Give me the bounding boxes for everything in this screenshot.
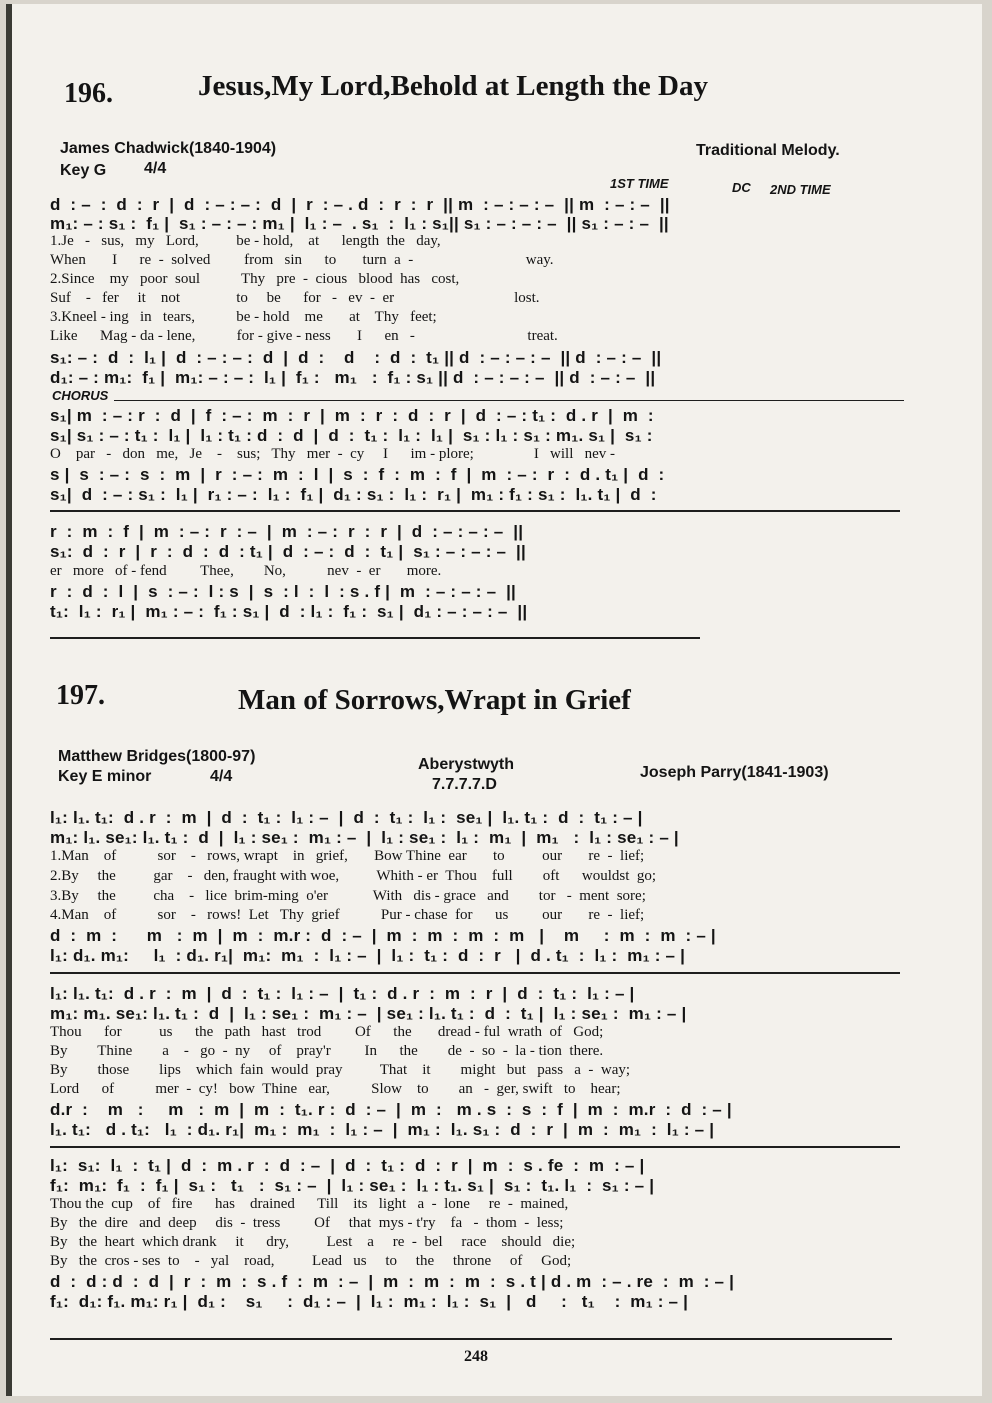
hymnal-page xyxy=(6,4,982,1396)
solfa-line: f₁: d₁: f₁. m₁: r₁ | d₁ : s₁ : d₁ : – | l₁ : m₁ : l₁ : s₁ | d : t₁ : m₁ : – | xyxy=(50,1292,689,1311)
solfa-line: s₁| d : – : s₁ : l₁ | r₁ : – : l₁ : f₁ | d₁ : s₁ : l₁ : r₁ | m₁ : f₁ : s₁ : l₁. t₁ | d : xyxy=(50,485,657,504)
system-rule xyxy=(50,1146,900,1148)
solfa-line: s₁| m : – : r : d | f : – : m : r | m : r : d : r | d : – : t₁ : d . r | m : xyxy=(50,406,654,425)
lyric-line: Like Mag - da - lene, for - give - ness I en - treat. xyxy=(50,328,558,344)
solfa-line: l₁: l₁. t₁: d . r : m | d : t₁ : l₁ : – | t₁ : d . r : m : r | d : t₁ : l₁ : – | xyxy=(50,984,635,1003)
solfa-line: d : – : d : r | d : – : – : d | r : – . d : r : r || m : – : – : – || m : – : – || xyxy=(50,195,670,214)
lyric-line: By the cros - ses to - yal road, Lead us to the throne of God; xyxy=(50,1253,572,1269)
chorus-rule xyxy=(114,400,904,401)
lyric-line: 1.Man of sor - rows, wrapt in grief, Bow Thine ear to our re - lief; xyxy=(50,848,645,864)
solfa-line: l₁: l₁. t₁: d . r : m | d : t₁ : l₁ : – | d : t₁ : l₁ : se₁ | l₁. t₁ : d : t₁ : – | xyxy=(50,808,643,827)
tune-name: Aberystwyth xyxy=(418,756,515,773)
lyric-line: Lord of mer - cy! bow Thine ear, Slow to an - ger, swift to hear; xyxy=(50,1081,621,1097)
first-time-label: 1ST TIME xyxy=(610,176,669,191)
solfa-line: l₁: s₁: l₁ : t₁ | d : m . r : d : – | d : t₁ : d : r | m : s . fe : m : – | xyxy=(50,1156,645,1175)
solfa-line: d.r : m : m : m | m : t₁. r : d : – | m : m . s : s : f | m : m.r : d : – | xyxy=(50,1100,732,1119)
time-signature: 4/4 xyxy=(144,160,167,177)
composer: Joseph Parry(1841-1903) xyxy=(640,764,829,781)
author: Matthew Bridges(1800-97) xyxy=(58,748,256,765)
meter: 7.7.7.7.D xyxy=(432,776,497,793)
lyric-line: O par - don me, Je - sus; Thy mer - cy I im - plore; I will nev - xyxy=(50,446,616,462)
solfa-line: s₁: d : r | r : d : d : t₁ | d : – : d : t₁ | s₁ : – : – : – || xyxy=(50,542,526,561)
lyric-line: Thou the cup of fire has drained Till its light a - lone re - mained, xyxy=(50,1196,569,1212)
system-rule xyxy=(50,972,900,974)
lyric-line: Suf - fer it not to be for - ev - er lost. xyxy=(50,290,540,306)
solfa-line: r : d : l | s : – : l : s | s : l : l : s . f | m : – : – : – || xyxy=(50,582,516,601)
system-rule xyxy=(50,510,900,512)
lyric-line: er more of - fend Thee, No, nev - er more. xyxy=(50,563,442,579)
lyric-line: 1.Je - sus, my Lord, be - hold, at length the day, xyxy=(50,233,441,249)
lyric-line: By the heart which drank it dry, Lest a re - bel race should die; xyxy=(50,1234,576,1250)
solfa-line: d₁: – : m₁: f₁ | m₁: – : – : l₁ | f₁ : m₁ : f₁ : s₁ || d : – : – : – || d : – : – || xyxy=(50,368,656,387)
solfa-line: s₁| s₁ : – : t₁ : l₁ | l₁ : t₁ : d : d | d : t₁ : l₁ : l₁ | s₁ : l₁ : s₁ : m₁. s₁ | s₁ : xyxy=(50,426,653,445)
solfa-line: s | s : – : s : m | r : – : m : l | s : f : m : f | m : – : r : d . t₁ | d : xyxy=(50,465,665,484)
chorus-label: CHORUS xyxy=(52,388,109,403)
lyric-line: When I re - solved from sin to turn a - way. xyxy=(50,252,554,268)
hymn-title: Man of Sorrows,Wrapt in Grief xyxy=(238,684,631,716)
hymn-end-rule xyxy=(50,637,700,639)
lyric-line: Thou for us the path hast trod Of the dread - ful wrath of God; xyxy=(50,1024,604,1040)
author: James Chadwick(1840-1904) xyxy=(60,140,277,157)
lyric-line: 3.Kneel - ing in tears, be - hold me at Thy feet; xyxy=(50,309,437,325)
solfa-line: f₁: m₁: f₁ : f₁ | s₁ : t₁ : s₁ : – | l₁ : se₁ : l₁ : t₁. s₁ | s₁ : t₁. l₁ : s₁ : – | xyxy=(50,1176,655,1195)
solfa-line: t₁: l₁ : r₁ | m₁ : – : f₁ : s₁ | d : l₁ : f₁ : s₁ | d₁ : – : – : – || xyxy=(50,602,528,621)
dc-label: DC xyxy=(732,180,751,195)
lyric-line: 3.By the cha - lice brim-ming o'er With dis - grace and tor - ment sore; xyxy=(50,888,646,904)
solfa-line: d : m : m : m | m : m.r : d : – | m : m : m : m | m : m : m : – | xyxy=(50,926,716,945)
hymn-number: 197. xyxy=(56,680,105,711)
hymn-number: 196. xyxy=(64,78,113,109)
solfa-line: l₁. t₁: d . t₁: l₁ : d₁. r₁| m₁ : m₁ : l₁ : – | m₁ : l₁. s₁ : d : r | m : m₁ : l₁ : – | xyxy=(50,1120,715,1139)
solfa-line: m₁: l₁. se₁: l₁. t₁ : d | l₁ : se₁ : m₁ : – | l₁ : se₁ : l₁ : m₁ | m₁ : l₁ : se₁ : – | xyxy=(50,828,679,847)
page-bottom-rule xyxy=(50,1338,892,1340)
lyric-line: By the dire and deep dis - tress Of that mys - t'ry fa - thom - less; xyxy=(50,1215,564,1231)
solfa-line: m₁: – : s₁ : f₁ | s₁ : – : – : m₁ | l₁ : – . s₁ : l₁ : s₁|| s₁ : – : – : – || s₁ : – : – || xyxy=(50,214,669,233)
lyric-line: 4.Man of sor - rows! Let Thy grief Pur - chase for us our re - lief; xyxy=(50,907,645,923)
lyric-line: By those lips which fain would pray That it might but pass a - way; xyxy=(50,1062,631,1078)
key-signature: Key G xyxy=(60,162,107,179)
hymn-title: Jesus,My Lord,Behold at Length the Day xyxy=(198,70,708,102)
lyric-line: By Thine a - go - ny of pray'r In the de - so - la - tion there. xyxy=(50,1043,604,1059)
page-number: 248 xyxy=(464,1348,488,1365)
tune-name: Traditional Melody. xyxy=(696,142,840,159)
lyric-line: 2.Since my poor soul Thy pre - cious blood has cost, xyxy=(50,271,460,287)
solfa-line: l₁: d₁. m₁: l₁ : d₁. r₁| m₁: m₁ : l₁ : – | l₁ : t₁ : d : r | d . t₁ : l₁ : m₁ : – | xyxy=(50,946,686,965)
solfa-line: m₁: m₁. se₁: l₁. t₁ : d | l₁ : se₁ : m₁ : – | se₁ : l₁. t₁ : d : t₁ | l₁ : se₁ : m₁ : – | xyxy=(50,1004,687,1023)
solfa-line: r : m : f | m : – : r : – | m : – : r : r | d : – : – : – || xyxy=(50,522,524,541)
second-time-label: 2ND TIME xyxy=(770,182,831,197)
key-signature: Key E minor xyxy=(58,768,152,785)
solfa-line: s₁: – : d : l₁ | d : – : – : d | d : d : d : t₁ || d : – : – : – || d : – : – || xyxy=(50,348,662,367)
lyric-line: 2.By the gar - den, fraught with woe, Whith - er Thou full oft wouldst go; xyxy=(50,868,657,884)
time-signature: 4/4 xyxy=(210,768,233,785)
solfa-line: d : d : d : d | r : m : s . f : m : – | m : m : m : s . t | d . m : – . re : m : – | xyxy=(50,1272,735,1291)
